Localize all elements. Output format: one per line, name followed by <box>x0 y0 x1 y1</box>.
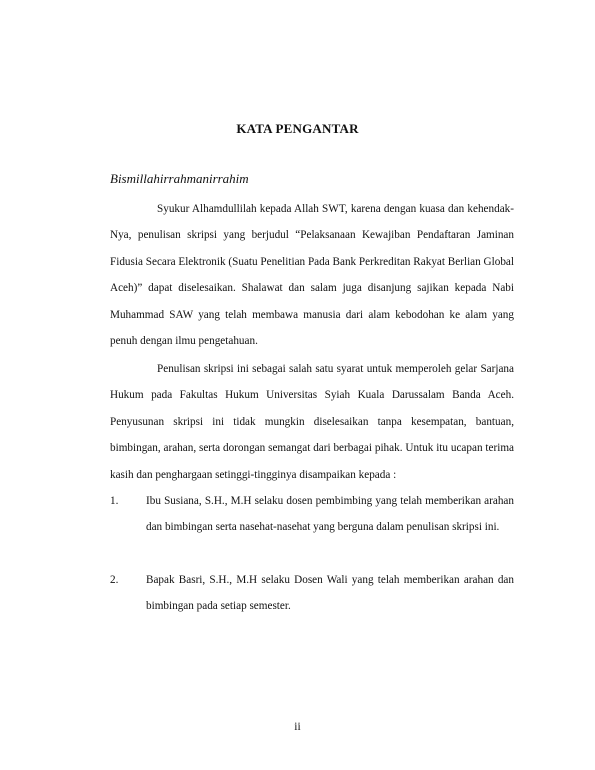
list-item-number: 2. <box>110 574 119 586</box>
list-item-text: Ibu Susiana, S.H., M.H selaku dosen pembimbing yang telah memberikan arahan dan bimbingan serta nasehat-nasehat yang berguna dalam penulisan skripsi ini. <box>146 495 514 534</box>
list-item-text: Bapak Basri, S.H., M.H selaku Dosen Wali yang telah memberikan arahan dan bimbingan pada setiap semester. <box>146 574 514 613</box>
paragraph-2 <box>110 356 514 488</box>
paragraph-1 <box>110 196 514 354</box>
paragraph-1-text: Syukur Alhamdullilah kepada Allah SWT, karena dengan kuasa dan kehendak-Nya, penulisan skripsi yang berjudul “Pelaksanaan Kewajiban Pendaftaran Jaminan Fidusia Secara Elektronik (Suatu Penelitian Pada Bank Perkreditan Rakyat Berlian Global Aceh)” dapat diselesaikan. Shalawat dan salam juga disanjung sajikan kepada Nabi Muhammad SAW yang telah membawa manusia dari alam kebodohan ke alam yang penuh dengan ilmu pengetahuan. <box>110 203 514 348</box>
opening-phrase: Bismillahirrahmanirrahim <box>110 171 249 186</box>
list-item <box>110 488 514 541</box>
list-item <box>110 567 514 620</box>
page-number: ii <box>294 721 301 733</box>
paragraph-2-text: Penulisan skripsi ini sebagai salah satu syarat untuk memperoleh gelar Sarjana Hukum pada Fakultas Hukum Universitas Syiah Kuala Darussalam Banda Aceh. Penyusunan skripsi ini tidak mungkin diselesaikan tanpa kesempatan, bantuan, bimbingan, arahan, serta dorongan semangat dari berbagai pihak. Untuk itu ucapan terima kasih dan penghargaan setinggi-tingginya disampaikan kepada : <box>110 363 514 481</box>
page-title: KATA PENGANTAR <box>236 121 359 136</box>
list-item-number: 1. <box>110 495 119 507</box>
